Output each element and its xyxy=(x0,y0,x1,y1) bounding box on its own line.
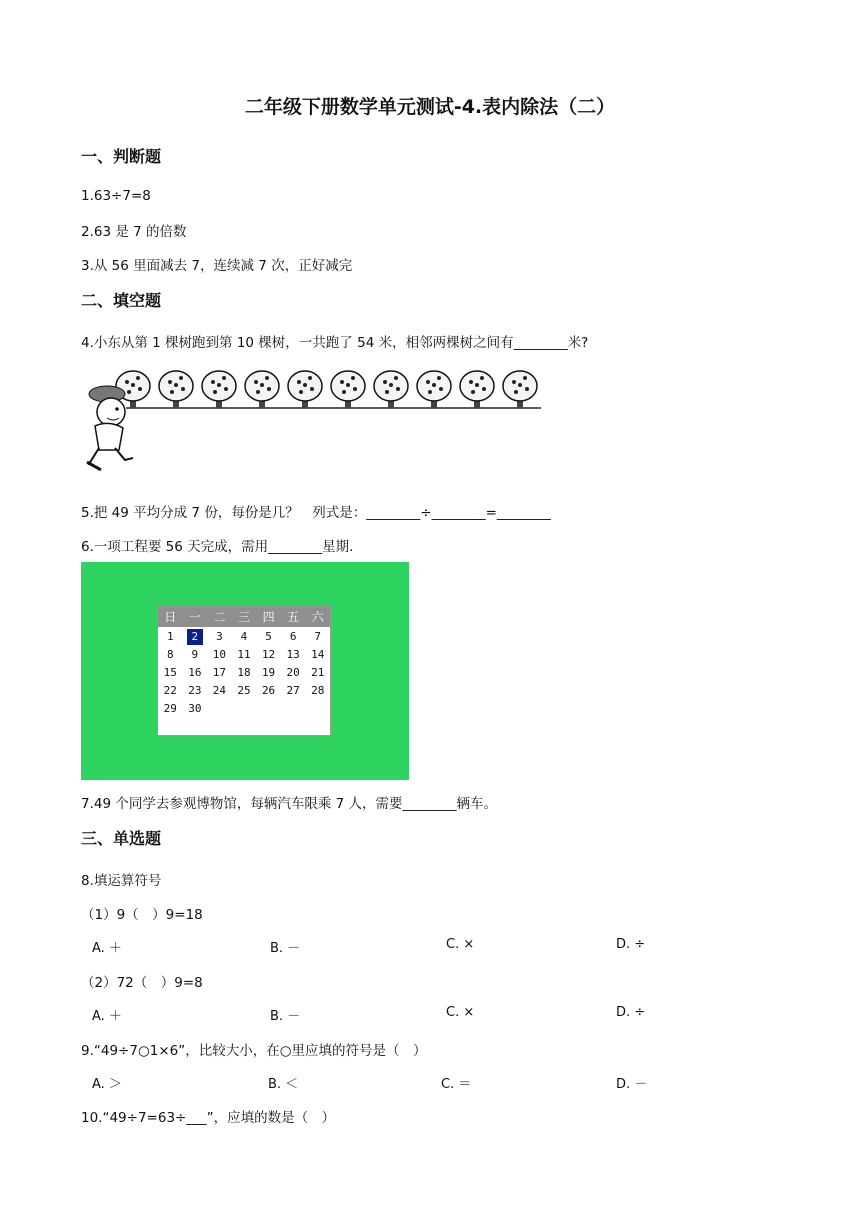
q8-1-option-c[interactable]: C. × xyxy=(446,937,475,952)
calendar-day: 10 xyxy=(212,648,227,661)
question-8: 8.填运算符号 xyxy=(81,873,162,889)
calendar-day: 15 xyxy=(163,666,177,679)
tree-icon xyxy=(331,371,365,408)
question-2: 2.63 是 7 的倍数 xyxy=(81,224,187,240)
calendar-day: 9 xyxy=(191,648,199,661)
calendar-day: 5 xyxy=(265,630,272,643)
calendar-day: 24 xyxy=(212,684,227,697)
q9-option-c[interactable]: C. ＝ xyxy=(441,1077,472,1092)
calendar xyxy=(157,606,331,736)
calendar-day: 12 xyxy=(261,648,276,661)
calendar-day: 17 xyxy=(212,666,227,679)
calendar-day: 20 xyxy=(286,666,300,679)
calendar-day: 6 xyxy=(289,630,297,643)
calendar-day: 23 xyxy=(188,684,202,697)
q8-1-option-d[interactable]: D. ÷ xyxy=(616,937,646,952)
q9-option-a[interactable]: A. ＞ xyxy=(92,1077,122,1092)
calendar-weekday: 六 xyxy=(311,610,324,624)
q9-option-d[interactable]: D. － xyxy=(616,1077,648,1092)
calendar-day: 30 xyxy=(188,702,202,715)
calendar-weekday: 二 xyxy=(213,610,226,624)
q8-2-option-d[interactable]: D. ÷ xyxy=(616,1005,646,1020)
question-8-part-2: （2）72（ ）9=8 xyxy=(81,975,203,991)
question-9: 9.“49÷7○1×6”，比较大小，在○里应填的符号是（ ） xyxy=(81,1043,427,1059)
page-title: 二年级下册数学单元测试-4.表内除法（二） xyxy=(244,96,616,118)
question-10: 10.“49÷7=63÷___”，应填的数是（ ） xyxy=(81,1110,336,1126)
calendar-day: 7 xyxy=(314,630,322,643)
calendar-day: 13 xyxy=(286,648,300,661)
section-heading-fill-blank: 二、填空题 xyxy=(81,291,162,310)
calendar-day: 19 xyxy=(261,666,276,679)
trees-svg xyxy=(81,366,541,478)
tree-icon xyxy=(374,371,408,408)
tree-icon xyxy=(503,371,537,408)
tree-icon xyxy=(245,371,279,408)
calendar-day: 27 xyxy=(286,684,300,697)
calendar-day: 2 xyxy=(187,629,204,645)
section-heading-single-choice: 三、单选题 xyxy=(81,829,162,848)
q8-2-option-b[interactable]: B. － xyxy=(270,1009,301,1024)
q8-2-option-a[interactable]: A. ＋ xyxy=(92,1009,122,1024)
question-4: 4.小东从第 1 棵树跑到第 10 棵树，一共跑了 54 米，相邻两棵树之间有________米? xyxy=(81,335,589,351)
trees-illustration xyxy=(81,366,541,478)
question-5: 5.把 49 平均分成 7 份，每份是几？ 列式是：________÷________=________ xyxy=(81,505,551,521)
calendar-weekday-header xyxy=(158,607,330,627)
calendar-weekday: 日 xyxy=(164,610,177,624)
calendar-weekday: 四 xyxy=(262,610,275,624)
question-1: 1.63÷7=8 xyxy=(81,188,151,204)
calendar-weekday: 一 xyxy=(188,610,201,624)
calendar-day: 4 xyxy=(240,630,248,643)
question-8-part-1: （1）9（ ）9=18 xyxy=(81,907,203,923)
calendar-day: 25 xyxy=(237,684,251,697)
calendar-day: 22 xyxy=(163,684,177,697)
calendar-weekday: 五 xyxy=(287,610,300,624)
calendar-day: 26 xyxy=(261,684,276,697)
calendar-day: 18 xyxy=(237,666,251,679)
calendar-day: 8 xyxy=(166,648,174,661)
tree-icon xyxy=(417,371,451,408)
q8-1-option-b[interactable]: B. － xyxy=(270,941,301,956)
tree-icon xyxy=(159,371,193,408)
question-7: 7.49 个同学去参观博物馆，每辆汽车限乘 7 人，需要________辆车。 xyxy=(81,796,498,812)
calendar-day: 29 xyxy=(163,702,177,715)
calendar-day: 3 xyxy=(216,630,223,643)
calendar-day-grid xyxy=(158,627,330,717)
calendar-day: 1 xyxy=(166,630,174,643)
tree-icon xyxy=(460,371,494,408)
question-3: 3.从 56 里面减去 7，连续减 7 次，正好减完 xyxy=(81,258,353,274)
calendar-day: 28 xyxy=(311,684,325,697)
calendar-day: 16 xyxy=(188,666,202,679)
q8-2-option-c[interactable]: C. × xyxy=(446,1005,475,1020)
section-heading-judgement: 一、判断题 xyxy=(81,147,162,166)
calendar-day: 14 xyxy=(311,648,325,661)
calendar-day: 11 xyxy=(237,648,251,661)
q9-option-b[interactable]: B. ＜ xyxy=(268,1077,299,1092)
calendar-weekday: 三 xyxy=(238,610,251,624)
question-6: 6.一项工程要 56 天完成，需用________星期. xyxy=(81,539,354,555)
q8-1-option-a[interactable]: A. ＋ xyxy=(92,941,122,956)
calendar-day: 21 xyxy=(311,666,325,679)
tree-icon xyxy=(288,371,322,408)
tree-icon xyxy=(202,371,236,408)
